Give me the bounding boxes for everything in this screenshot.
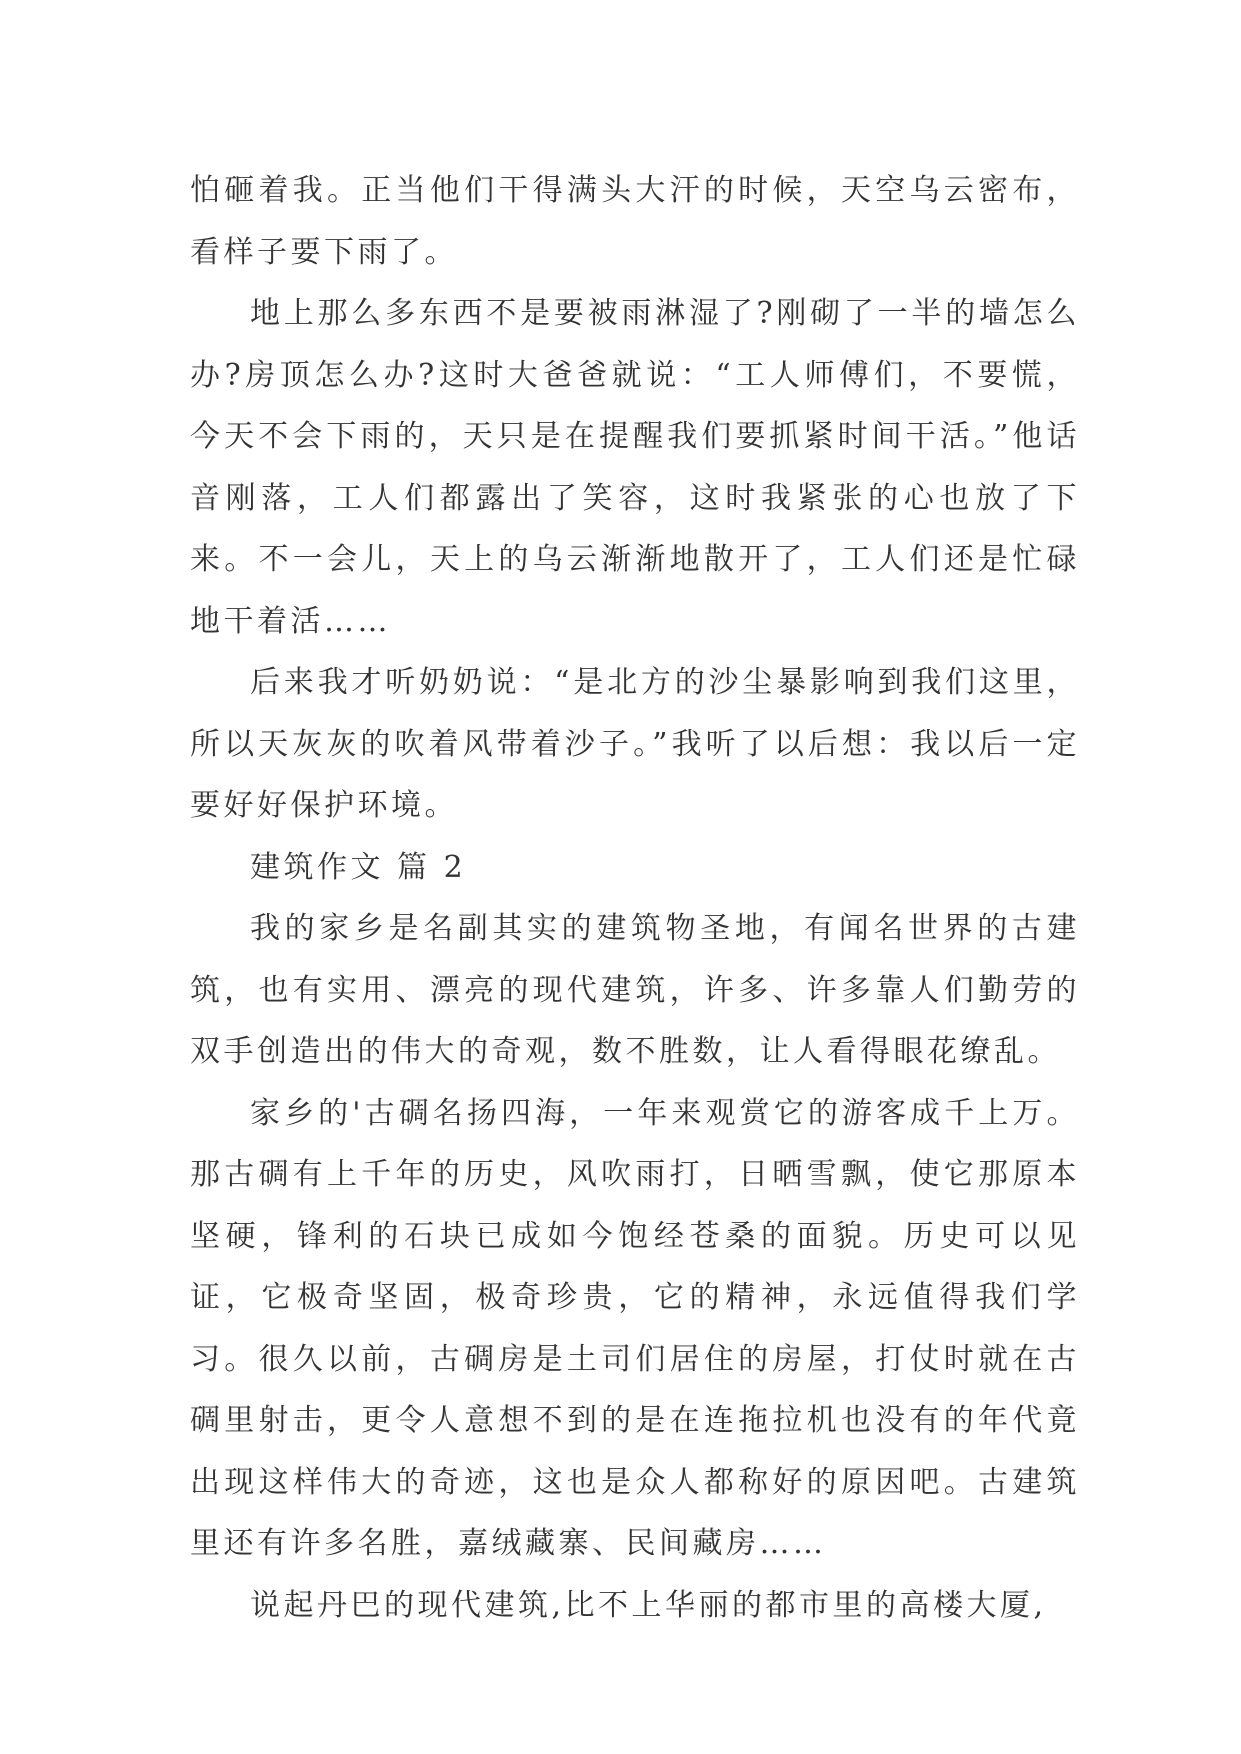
paragraph-ancient-tower: 家乡的'古碉名扬四海，一年来观赏它的游客成千上万。那古碉有上千年的历史，风吹雨打，日晒雪飘，使它那原本坚硬，锋利的石块已成如今饱经苍桑的面貌。历史可以见证，它极奇坚固，极奇珍贵，它的精神，永远值得我们学习。很久以前，古碉房是土司们居住的房屋，打仗时就在古碉里射击，更令人意想不到的是在连拖拉机也没有的年代竟出现这样伟大的奇迹，这也是众人都称好的原因吧。古建筑里还有许多名胜，嘉绒藏寨、民间藏房…… <box>190 1095 1080 1561</box>
paragraph-hometown: 我的家乡是名副其实的建筑物圣地，有闻名世界的古建筑，也有实用、漂亮的现代建筑，许多、许多靠人们勤劳的双手创造出的伟大的奇观，数不胜数，让人看得眼花缭乱。 <box>190 911 1080 1069</box>
document-body <box>190 160 1080 1636</box>
paragraph-modern-building: 说起丹巴的现代建筑,比不上华丽的都市里的高楼大厦, <box>250 1587 1047 1623</box>
paragraph-sandstorm: 后来我才听奶奶说：“是北方的沙尘暴影响到我们这里，所以天灰灰的吹着风带着沙子。”我听了以后想：我以后一定要好好保护环境。 <box>190 665 1080 823</box>
section-heading: 建筑作文 篇 2 <box>250 849 467 885</box>
paragraph-rain: 地上那么多东西不是要被雨淋湿了?刚砌了一半的墙怎么办?房顶怎么办?这时大爸爸就说：“工人师傅们，不要慌，今天不会下雨的，天只是在提醒我们要抓紧时间干活。”他话音刚落，工人们都露出了笑容，这时我紧张的心也放了下来。不一会儿，天上的乌云渐渐地散开了，工人们还是忙碌地干着活…… <box>190 296 1080 639</box>
paragraph-continuation: 怕砸着我。正当他们干得满头大汗的时候，天空乌云密布，看样子要下雨了。 <box>190 173 1080 270</box>
